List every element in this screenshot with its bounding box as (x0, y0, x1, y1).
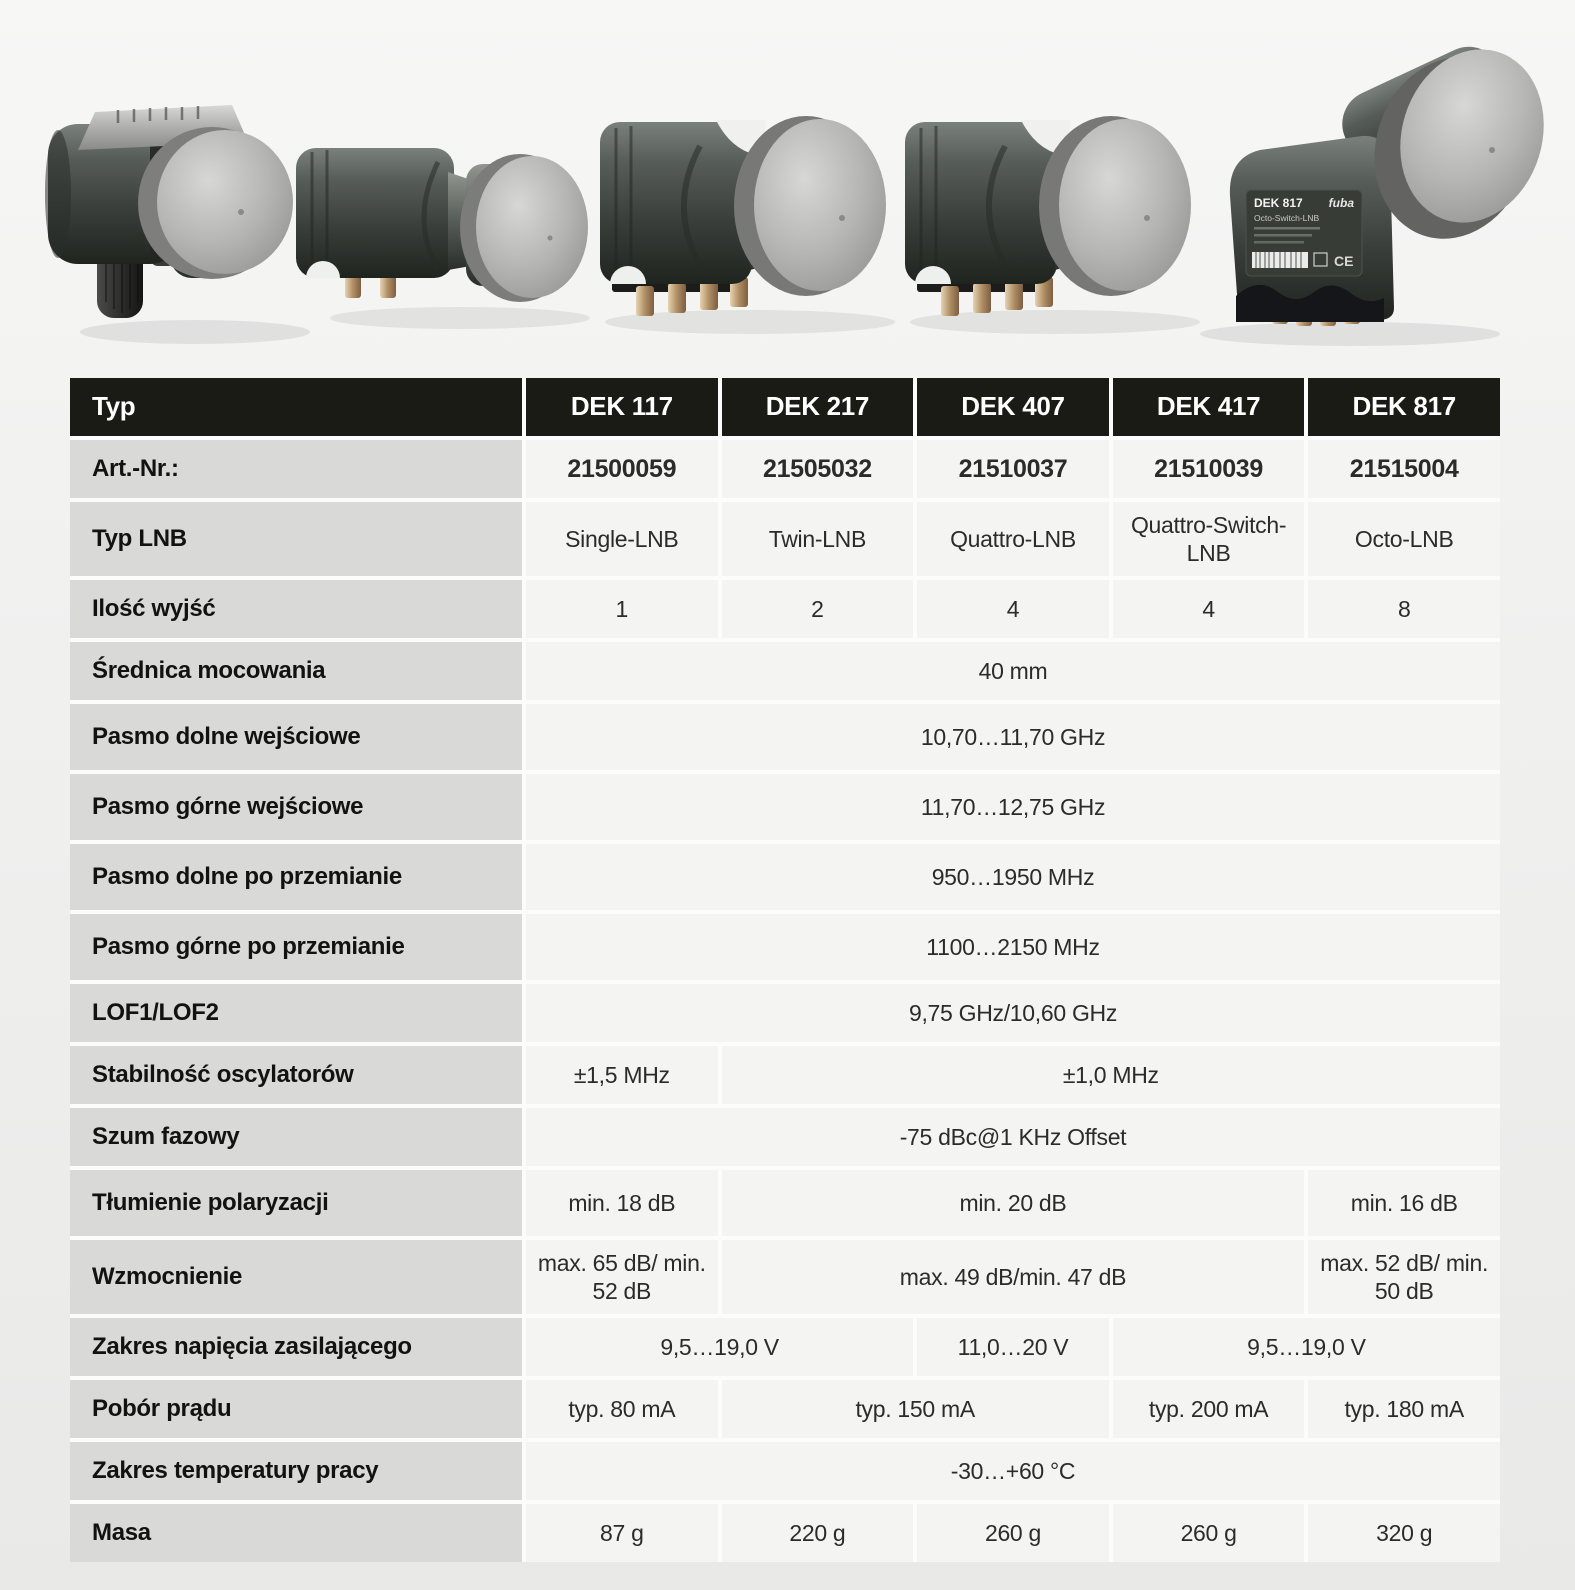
spec-cell: 1100…2150 MHz (526, 914, 1500, 980)
spec-cell: 21515004 (1308, 440, 1500, 498)
product-photo-dek-417 (905, 116, 1200, 334)
spec-cell: 87 g (526, 1504, 718, 1562)
spec-cell: Quattro-Switch-LNB (1113, 502, 1305, 576)
row-label-ilosc-wyjsc: Ilość wyjść (70, 580, 522, 638)
row-label-pobor-pradu: Pobór prądu (70, 1380, 522, 1438)
spec-cell: 4 (1113, 580, 1305, 638)
row-label-typ-lnb: Typ LNB (70, 502, 522, 576)
spec-cell: typ. 200 mA (1113, 1380, 1305, 1438)
spec-cell: 11,70…12,75 GHz (526, 774, 1500, 840)
spec-cell: -30…+60 °C (526, 1442, 1500, 1500)
row-label-pasmo-gorne-po-przemianie: Pasmo górne po przemianie (70, 914, 522, 980)
spec-cell: 10,70…11,70 GHz (526, 704, 1500, 770)
spec-cell: 260 g (1113, 1504, 1305, 1562)
spec-cell: Octo-LNB (1308, 502, 1500, 576)
spec-cell: max. 49 dB/min. 47 dB (722, 1240, 1305, 1314)
spec-cell: typ. 80 mA (526, 1380, 718, 1438)
row-label-zakres-napiecia: Zakres napięcia zasilającego (70, 1318, 522, 1376)
col-header-dek-407: DEK 407 (917, 378, 1109, 436)
spec-cell: -75 dBc@1 KHz Offset (526, 1108, 1500, 1166)
product-photo-dek-407 (600, 116, 895, 334)
spec-cell: typ. 180 mA (1308, 1380, 1500, 1438)
row-label-zakres-temperatury: Zakres temperatury pracy (70, 1442, 522, 1500)
spec-cell: 21505032 (722, 440, 914, 498)
row-label-masa: Masa (70, 1504, 522, 1562)
product-label-title: DEK 817 (1254, 196, 1303, 210)
spec-cell: 21510037 (917, 440, 1109, 498)
spec-cell: 21510039 (1113, 440, 1305, 498)
row-label-tlumienie-polaryzacji: Tłumienie polaryzacji (70, 1170, 522, 1236)
spec-cell: ±1,5 MHz (526, 1046, 718, 1104)
row-label-pasmo-dolne-po-przemianie: Pasmo dolne po przemianie (70, 844, 522, 910)
spec-cell: ±1,0 MHz (722, 1046, 1500, 1104)
row-label-pasmo-gorne-wejsciowe: Pasmo górne wejściowe (70, 774, 522, 840)
spec-cell: 9,5…19,0 V (1113, 1318, 1500, 1376)
spec-cell: 950…1950 MHz (526, 844, 1500, 910)
spec-cell: max. 65 dB/ min. 52 dB (526, 1240, 718, 1314)
spec-cell: max. 52 dB/ min. 50 dB (1308, 1240, 1500, 1314)
spec-cell: 40 mm (526, 642, 1500, 700)
spec-cell: 220 g (722, 1504, 914, 1562)
product-photo-dek-217 (296, 148, 590, 329)
spec-table (70, 378, 1500, 1562)
spec-cell: min. 16 dB (1308, 1170, 1500, 1236)
table-header-typ: Typ (70, 378, 522, 436)
spec-cell: Twin-LNB (722, 502, 914, 576)
row-label-pasmo-dolne-wejsciowe: Pasmo dolne wejściowe (70, 704, 522, 770)
spec-cell: 11,0…20 V (917, 1318, 1109, 1376)
spec-cell: 9,75 GHz/10,60 GHz (526, 984, 1500, 1042)
spec-cell: 1 (526, 580, 718, 638)
spec-cell: Single-LNB (526, 502, 718, 576)
fuba-logo: fuba (1328, 196, 1354, 210)
spec-cell: 2 (722, 580, 914, 638)
product-photo-dek-117 (45, 105, 310, 344)
row-label-wzmocnienie: Wzmocnienie (70, 1240, 522, 1314)
product-label-subtitle: Octo-Switch-LNB (1254, 213, 1320, 223)
row-label-lof1-lof2: LOF1/LOF2 (70, 984, 522, 1042)
spec-cell: 4 (917, 580, 1109, 638)
col-header-dek-817: DEK 817 (1308, 378, 1500, 436)
spec-cell: Quattro-LNB (917, 502, 1109, 576)
spec-cell: 320 g (1308, 1504, 1500, 1562)
spec-cell: 8 (1308, 580, 1500, 638)
product-photo-dek-817 (1200, 31, 1565, 346)
spec-cell: 9,5…19,0 V (526, 1318, 913, 1376)
product-photos (0, 0, 1575, 378)
col-header-dek-417: DEK 417 (1113, 378, 1305, 436)
row-label-szum-fazowy: Szum fazowy (70, 1108, 522, 1166)
row-label-srednica-mocowania: Średnica mocowania (70, 642, 522, 700)
spec-cell: typ. 150 mA (722, 1380, 1109, 1438)
col-header-dek-117: DEK 117 (526, 378, 718, 436)
row-label-stabilnosc-oscylatorow: Stabilność oscylatorów (70, 1046, 522, 1104)
col-header-dek-217: DEK 217 (722, 378, 914, 436)
spec-cell: min. 18 dB (526, 1170, 718, 1236)
spec-cell: min. 20 dB (722, 1170, 1305, 1236)
spec-cell: 260 g (917, 1504, 1109, 1562)
ce-mark: CE (1334, 253, 1354, 269)
spec-cell: 21500059 (526, 440, 718, 498)
row-label-art-nr: Art.-Nr.: (70, 440, 522, 498)
